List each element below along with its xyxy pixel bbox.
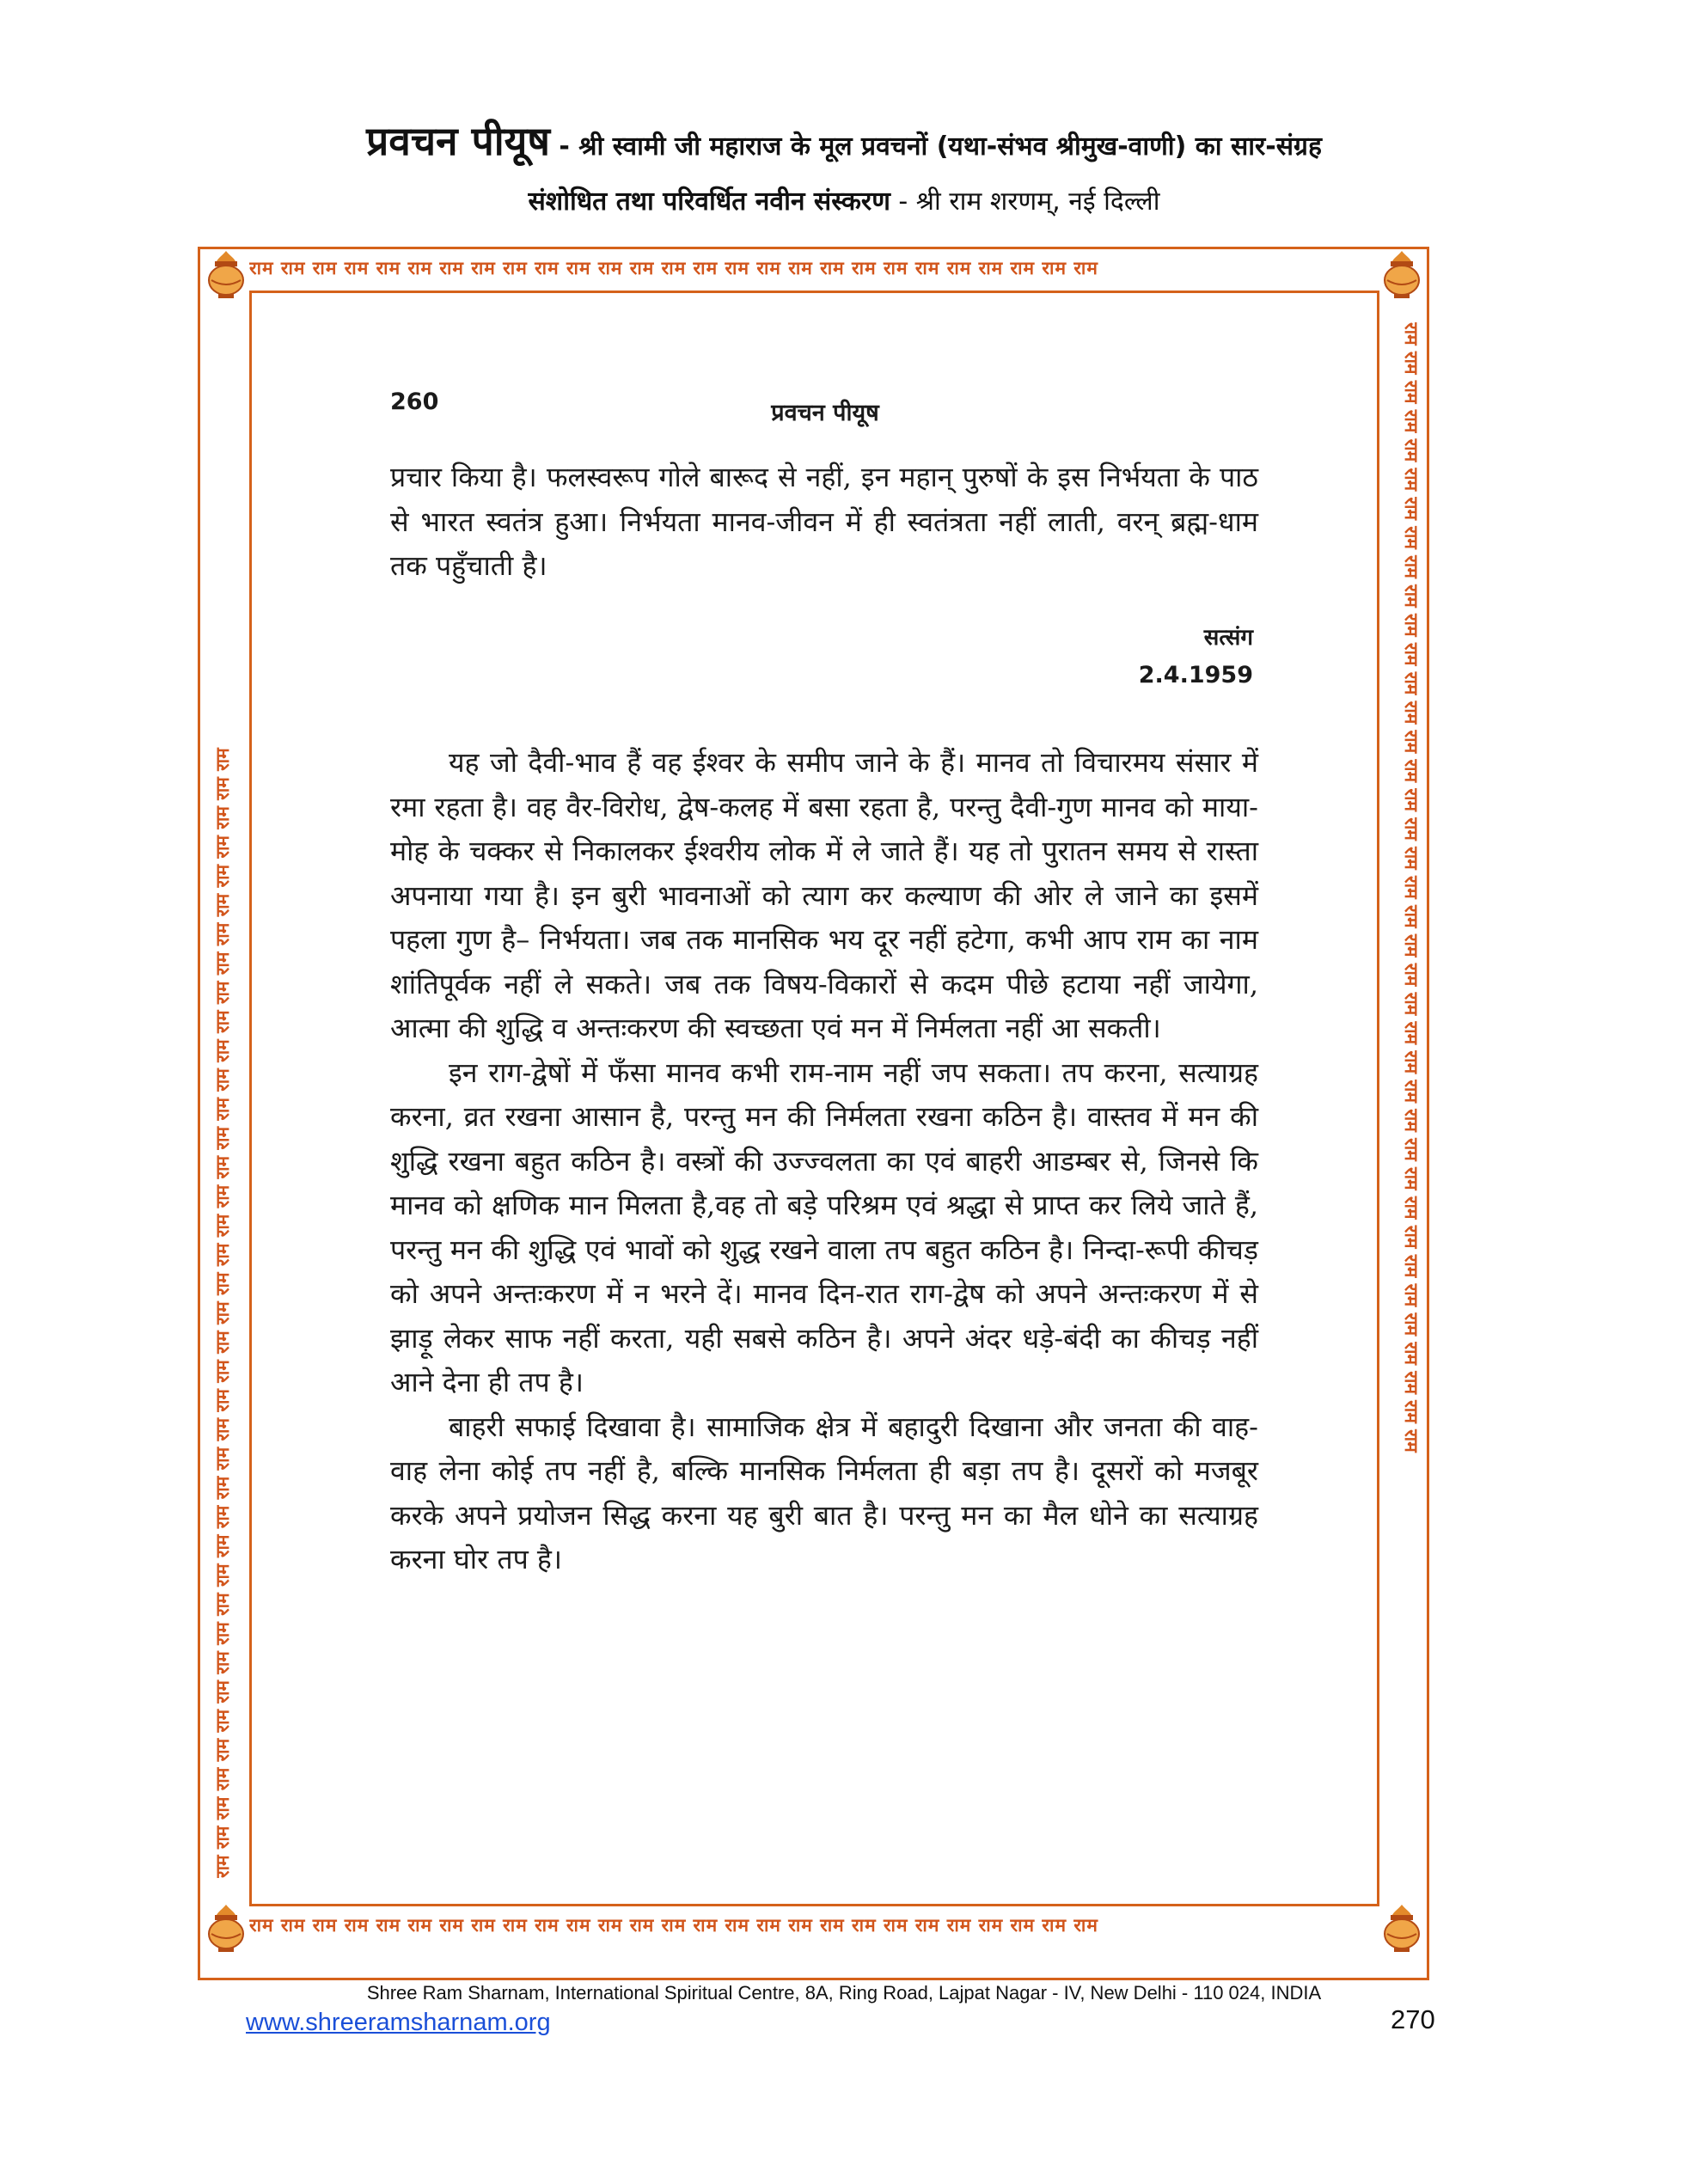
website-link[interactable]: www.shreeramsharnam.org: [246, 2009, 551, 2036]
inner-rule-top: [249, 291, 1379, 293]
satsang-date: 2.4.1959: [1138, 662, 1253, 688]
scanned-book-page: [378, 378, 1272, 1882]
ram-border-bottom: राम राम राम राम राम राम राम राम राम राम राम राम राम राम राम राम राम राम राम राम राम राम राम राम राम राम राम: [249, 1915, 1098, 1936]
ram-border-left: राम राम राम राम राम राम राम राम राम राम राम राम राम राम राम राम राम राम राम राम राम राम राम राम राम राम राम राम राम राम राम राम राम राम राम राम राम राम राम: [212, 748, 233, 1878]
pdf-page-number: 270: [1391, 2004, 1435, 2034]
subtitle-publisher: - श्री राम शरणम्, नई दिल्ली: [890, 187, 1160, 217]
book-page-number: 260: [390, 388, 439, 415]
document-title: [0, 113, 1688, 167]
title-description: - श्री स्वामी जी महाराज के मूल प्रवचनों (यथा-संभव श्रीमुख-वाणी) का सार-संग्रह: [549, 132, 1322, 162]
paragraph-1: यह जो दैवी-भाव हैं वह ईश्वर के समीप जाने के हैं। मानव तो विचारमय संसार में रमा रहता है। वह वैर-विरोध, द्वेष-कलह में बसा रहता है, परन्तु दैवी-गुण मानव को माया-मोह के चक्कर से निकालकर ईश्वरीय लोक में ले जाते हैं। यह तो पुरातन समय से रास्ता अपनाया गया है। इन बुरी भावनाओं को त्याग कर कल्याण की ओर ले जाने का इसमें पहला गुण है– निर्भयता। जब तक मानसिक भय दूर नहीं हटेगा, कभी आप राम का नाम शांतिपूर्वक नहीं ले सकते। जब तक विषय-विकारों से कदम पीछे हटाया नहीं जायेगा, आत्मा की शुद्धि व अन्तःकरण की स्वच्छता एवं मन में निर्मलता नहीं आ सकती।: [390, 746, 1258, 1044]
document-subtitle: [0, 182, 1688, 217]
intro-paragraph: [390, 456, 1258, 589]
kalash-icon: [203, 1903, 249, 1953]
ram-border-right: राम राम राम राम राम राम राम राम राम राम राम राम राम राम राम राम राम राम राम राम राम राम राम राम राम राम राम राम राम राम राम राम राम राम राम राम राम राम राम: [1401, 322, 1422, 1453]
subtitle-edition: संशोधित तथा परिवर्धित नवीन संस्करण: [528, 187, 890, 217]
intro-text: प्रचार किया है। फलस्वरूप गोले बारूद से नहीं, इन महान् पुरुषों के इस निर्भयता के पाठ से भारत स्वतंत्र हुआ। निर्भयता मानव-जीवन में ही स्वतंत्रता नहीं लाती, वरन् ब्रह्म-धाम तक पहुँचाती है।: [390, 461, 1258, 582]
footer-address: Shree Ram Sharnam, International Spiritual Centre, 8A, Ring Road, Lajpat Nagar - IV, New Delhi - 110 024, INDIA: [366, 1982, 1322, 2004]
inner-rule-bottom: [249, 1904, 1379, 1906]
ram-border-top: राम राम राम राम राम राम राम राम राम राम राम राम राम राम राम राम राम राम राम राम राम राम राम राम राम राम राम: [249, 258, 1098, 278]
paragraph-3: बाहरी सफाई दिखावा है। सामाजिक क्षेत्र में बहादुरी दिखाना और जनता की वाह-वाह लेना कोई तप नहीं है, बल्कि मानसिक निर्मलता ही बड़ा तप है। दूसरों को मजबूर करके अपने प्रयोजन सिद्ध करना यह बुरी बात है। परन्तु मन का मैल धोने का सत्याग्रह करना घोर तप है।: [390, 1410, 1258, 1575]
inner-rule-right: [1377, 291, 1379, 1906]
kalash-icon: [1379, 1903, 1425, 1953]
satsang-label: सत्संग: [1203, 625, 1253, 651]
main-discourse: [390, 741, 1258, 1582]
kalash-icon: [1379, 249, 1425, 299]
title-main: प्रवचन पीयूष: [366, 118, 550, 164]
kalash-icon: [203, 249, 249, 299]
running-head: प्रवचन पीयूष: [771, 400, 879, 426]
paragraph-2: इन राग-द्वेषों में फँसा मानव कभी राम-नाम नहीं जप सकता। तप करना, सत्याग्रह करना, व्रत रखना आसान है, परन्तु मन की निर्मलता रखना कठिन है। वास्तव में मन की शुद्धि रखना बहुत कठिन है। वस्त्रों की उज्ज्वलता का एवं बाहरी आडम्बर से, जिनसे कि मानव को क्षणिक मान मिलता है,वह तो बड़े परिश्रम एवं श्रद्धा से प्राप्त कर लिये जाते हैं, परन्तु मन की शुद्धि एवं भावों को शुद्ध रखने वाला तप बहुत कठिन है। निन्दा-रूपी कीचड़ को अपने अन्तःकरण में न भरने दें। मानव दिन-रात राग-द्वेष को अपने अन्तःकरण में से झाड़ू लेकर साफ नहीं करता, यही सबसे कठिन है। अपने अंदर धड़े-बंदी का कीचड़ नहीं आने देना ही तप है।: [390, 1055, 1258, 1398]
inner-rule-left: [249, 291, 252, 1906]
